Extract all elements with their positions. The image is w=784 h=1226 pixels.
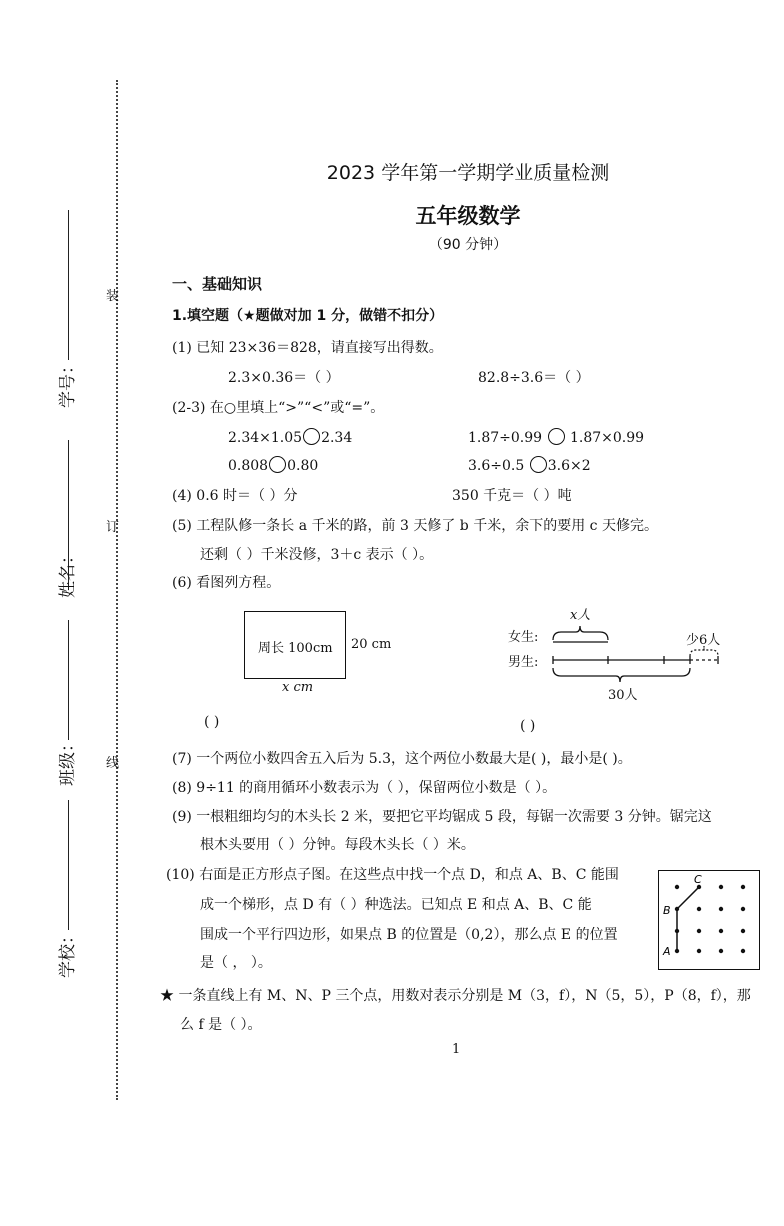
p8[interactable]: (8) 9÷11 的商用循环小数表示为（ ），保留两位小数是（ ）。 (172, 780, 557, 796)
p6-stem: (6) 看图列方程。 (172, 575, 281, 591)
p10-line4[interactable]: 是（ ， ）。 (200, 955, 272, 971)
page-number: 1 (452, 1042, 461, 1057)
p6-answer-left[interactable]: ( ) (204, 714, 220, 730)
boys-label: 男生: (508, 655, 539, 670)
compare-circle[interactable] (303, 428, 320, 445)
point-b-label: B (663, 904, 671, 917)
point-c-label: C (694, 873, 702, 886)
school-label: 学校： (58, 927, 78, 978)
compare-c (228, 456, 318, 474)
p7[interactable]: (7) 一个两位小数四舍五入后为 5.3，这个两位小数最大是( )，最小是( )。 (172, 751, 632, 767)
class-label: 班级： (58, 735, 78, 786)
dot-grid (659, 871, 759, 969)
p1-answer-a[interactable]: 2.3×0.36＝（ ） (228, 370, 340, 386)
star-line1: ★ 一条直线上有 M、N、P 三个点，用数对表示分别是 M（3，f），N（5，5），P（8，f），那 (160, 988, 751, 1004)
compare-d-right: 3.6×2 (547, 458, 591, 474)
p6-answer-right[interactable]: ( ) (520, 718, 536, 734)
thirty-people-label: 30人 (608, 688, 638, 703)
p10-line1: (10) 右面是正方形点子图。在这些点中找一个点 D，和点 A、B、C 能围 (166, 867, 619, 883)
compare-a-left: 2.34×1.05 (228, 430, 303, 446)
binding-dotted-line (116, 80, 118, 1100)
compare-c-right: 0.80 (287, 458, 319, 474)
name-label: 姓名： (58, 547, 78, 598)
exam-duration: （90 分钟） (428, 237, 508, 253)
compare-a-right: 2.34 (321, 430, 353, 446)
rect-perimeter-label: 周长 100cm (258, 641, 333, 656)
compare-d (468, 456, 591, 474)
compare-d-left: 3.6÷0.5 (468, 458, 525, 474)
p23-stem: (2-3) 在○里填上“>”“<”或“=”。 (172, 400, 385, 416)
x-people-label: x人 (570, 608, 591, 623)
student-id-line[interactable] (68, 210, 69, 360)
compare-b-right: 1.87×0.99 (569, 430, 645, 446)
q1-heading: 1.填空题（★题做对加 1 分，做错不扣分） (172, 308, 444, 324)
section-heading: 一、基础知识 (172, 275, 263, 293)
p9-line2[interactable]: 根木头要用（ ）分钟。每段木头长（ ）米。 (200, 837, 475, 853)
student-id-label: 学号： (58, 357, 78, 408)
compare-circle[interactable] (548, 428, 565, 445)
cut-mark-xian: 线 (106, 756, 120, 771)
rect-height-label: 20 cm (351, 637, 392, 652)
p4-answer-a[interactable]: (4) 0.6 时＝（ ）分 (172, 488, 298, 504)
girls-brace (553, 626, 608, 640)
cut-mark-ding: 订 (106, 520, 120, 535)
segment-diagram (540, 618, 730, 692)
compare-circle[interactable] (269, 456, 286, 473)
compare-circle[interactable] (530, 456, 547, 473)
exam-title: 2023 学年第一学期学业质量检测 (326, 162, 610, 184)
star-line2[interactable]: 么 f 是（ ）。 (180, 1017, 262, 1033)
less-brace (690, 646, 718, 656)
exam-subject: 五年级数学 (415, 204, 521, 228)
p10-line3: 围成一个平行四边形，如果点 B 的位置是（0,2），那么点 E 的位置 (200, 927, 618, 943)
p10-line2[interactable]: 成一个梯形，点 D 有（ ）种选法。已知点 E 和点 A、B、C 能 (200, 897, 592, 913)
p1-stem: (1) 已知 23×36＝828，请直接写出得数。 (172, 340, 443, 356)
rect-width-label: x cm (282, 680, 314, 695)
class-line[interactable] (68, 620, 69, 740)
dot-grid-figure (658, 870, 760, 970)
total-brace (553, 668, 690, 682)
p1-answer-b[interactable]: 82.8÷3.6＝（ ） (478, 370, 590, 386)
p5-line1: (5) 工程队修一条长 a 千米的路，前 3 天修了 b 千米，余下的要用 c 天修完。 (172, 518, 658, 534)
compare-b-left: 1.87÷0.99 (468, 430, 543, 446)
school-line[interactable] (68, 800, 69, 930)
girls-label: 女生: (508, 630, 539, 645)
less-six-label: 少6人 (686, 633, 721, 648)
compare-c-left: 0.808 (228, 458, 269, 474)
cut-mark-zhuang: 装 (106, 289, 120, 304)
compare-b (468, 428, 644, 446)
p9-line1: (9) 一根粗细均匀的木头长 2 米，要把它平均锯成 5 段，每锯一次需要 3 分钟。锯完这 (172, 809, 712, 825)
point-a-label: A (663, 945, 671, 958)
p4-answer-b[interactable]: 350 千克＝（ ）吨 (452, 488, 572, 504)
p5-line2[interactable]: 还剩（ ）千米没修，3＋c 表示（ ）。 (200, 547, 434, 563)
abc-polyline (677, 887, 699, 951)
compare-a (228, 428, 352, 446)
